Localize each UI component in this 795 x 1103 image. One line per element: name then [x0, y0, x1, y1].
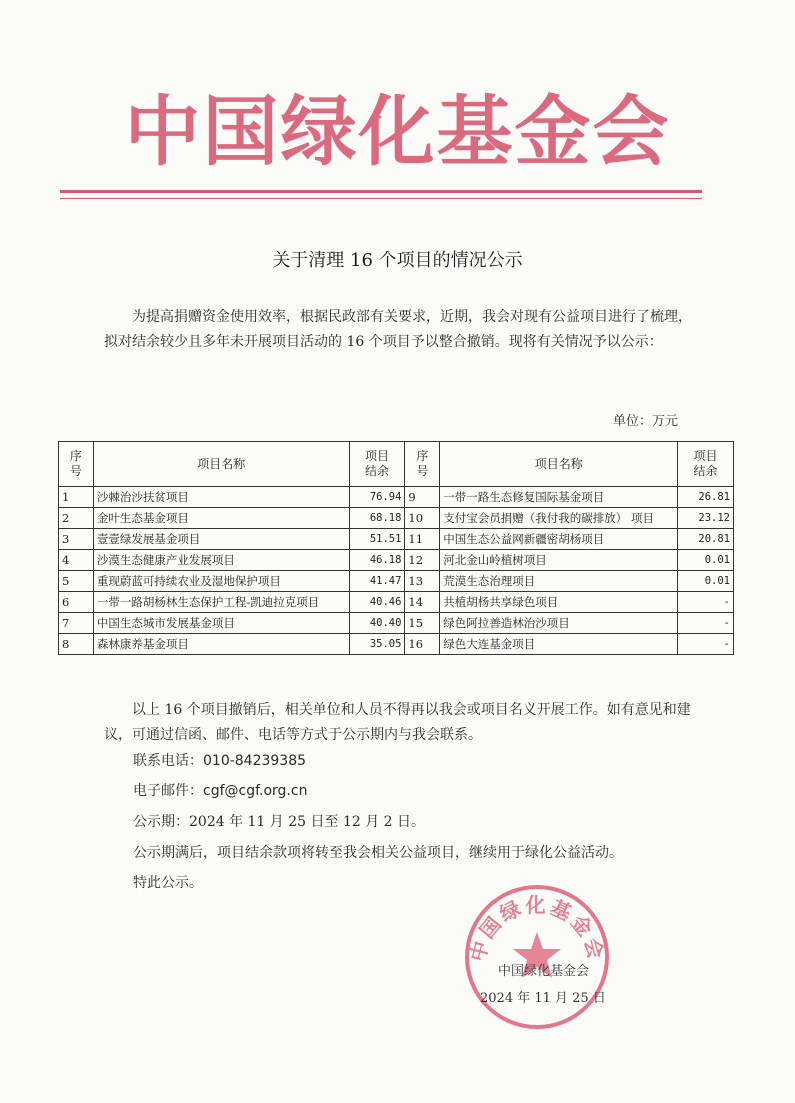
phone-label: 联系电话： — [133, 753, 203, 769]
row-no: 10 — [405, 508, 440, 529]
header-name-left: 项目名称 — [93, 442, 349, 487]
row-balance: 46.18 — [349, 550, 405, 571]
official-seal — [462, 882, 612, 1032]
seal-text: 中国绿化基金会 — [465, 892, 609, 964]
row-no: 9 — [405, 487, 440, 508]
closing-text: 以上 16 个项目撤销后，相关单位和人员不得再以我会或项目名义开展工作。如有意见和建议，可通过信函、邮件、电话等方式于公示期内与我会联系。 — [104, 702, 691, 743]
row-balance: 51.51 — [349, 529, 405, 550]
table-row — [59, 550, 734, 571]
row-no: 3 — [59, 529, 94, 550]
letterhead-rule-thick — [60, 190, 702, 193]
row-name: 绿色大连基金项目 — [440, 634, 678, 655]
table-row — [59, 634, 734, 655]
row-name: 河北金山岭植树项目 — [440, 550, 678, 571]
table-row — [59, 571, 734, 592]
table-row — [59, 592, 734, 613]
row-name: 一带一路生态修复国际基金项目 — [440, 487, 678, 508]
notice-period: 公示期：2024 年 11 月 25 日至 12 月 2 日。 — [133, 814, 426, 830]
project-table — [58, 441, 734, 655]
table-row — [59, 508, 734, 529]
document-title: 关于清理 16 个项目的情况公示 — [272, 250, 523, 271]
row-balance: - — [678, 592, 734, 613]
row-name: 荒漠生态治理项目 — [440, 571, 678, 592]
row-no: 2 — [59, 508, 94, 529]
row-name: 支付宝会员捐赠（我付我的碳排放） 项目 — [440, 508, 678, 529]
row-balance: - — [678, 613, 734, 634]
contact-email — [133, 780, 307, 800]
row-balance: 68.18 — [349, 508, 405, 529]
row-name: 中国生态公益网新疆密胡杨项目 — [440, 529, 678, 550]
row-balance: 41.47 — [349, 571, 405, 592]
signature-org: 中国绿化基金会 — [498, 964, 590, 979]
row-no: 16 — [405, 634, 440, 655]
row-name: 中国生态城市发展基金项目 — [93, 613, 349, 634]
email-value: cgf@cgf.org.cn — [203, 783, 308, 799]
table-row — [59, 487, 734, 508]
unit-label: 单位：万元 — [612, 414, 678, 429]
row-name: 共植胡杨共享绿色项目 — [440, 592, 678, 613]
row-name: 森林康养基金项目 — [93, 634, 349, 655]
row-no: 5 — [59, 571, 94, 592]
row-balance: 20.81 — [678, 529, 734, 550]
row-name: 绿色阿拉善造林治沙项目 — [440, 613, 678, 634]
table-header-row — [59, 442, 734, 487]
row-balance: 76.94 — [349, 487, 405, 508]
row-balance: 40.40 — [349, 613, 405, 634]
intro-paragraph — [104, 305, 704, 355]
row-balance: 40.46 — [349, 592, 405, 613]
row-no: 15 — [405, 613, 440, 634]
row-no: 4 — [59, 550, 94, 571]
header-balance-left: 项目 结余 — [349, 442, 405, 487]
row-balance: 26.81 — [678, 487, 734, 508]
row-no: 1 — [59, 487, 94, 508]
after-period-note: 公示期满后，项目结余款项将转至我会相关公益项目，继续用于绿化公益活动。 — [133, 845, 623, 861]
header-no-right: 序 号 — [405, 442, 440, 487]
row-balance: 35.05 — [349, 634, 405, 655]
row-name: 一带一路胡杨林生态保护工程-凯迪拉克项目 — [93, 592, 349, 613]
row-no: 12 — [405, 550, 440, 571]
contact-phone — [133, 750, 306, 770]
row-no: 7 — [59, 613, 94, 634]
row-name: 沙棘治沙扶贫项目 — [93, 487, 349, 508]
row-name: 沙漠生态健康产业发展项目 — [93, 550, 349, 571]
row-no: 14 — [405, 592, 440, 613]
closing-notice: 特此公示。 — [133, 875, 203, 891]
row-balance: 0.01 — [678, 571, 734, 592]
table-row — [59, 613, 734, 634]
phone-value: 010-84239385 — [203, 753, 307, 769]
row-name: 重现蔚蓝可持续农业及湿地保护项目 — [93, 571, 349, 592]
header-name-right: 项目名称 — [440, 442, 678, 487]
signature-date: 2024 年 11 月 25 日 — [480, 991, 606, 1006]
letterhead-rule-thin — [60, 198, 702, 199]
table-row — [59, 529, 734, 550]
header-balance-right: 项目 结余 — [678, 442, 734, 487]
row-no: 6 — [59, 592, 94, 613]
row-no: 11 — [405, 529, 440, 550]
intro-text: 为提高捐赠资金使用效率，根据民政部有关要求，近期，我会对现有公益项目进行了梳理，拟对结余较少且多年未开展项目活动的 16 个项目予以整合撤销。现将有关情况予以公示： — [104, 309, 692, 350]
row-balance: 0.01 — [678, 550, 734, 571]
letterhead-org-name: 中国绿化基金会 — [124, 87, 671, 176]
closing-paragraph — [104, 698, 704, 748]
row-balance: 23.12 — [678, 508, 734, 529]
row-balance: - — [678, 634, 734, 655]
row-no: 8 — [59, 634, 94, 655]
row-no: 13 — [405, 571, 440, 592]
email-label: 电子邮件： — [133, 783, 203, 799]
row-name: 壹壹绿发展基金项目 — [93, 529, 349, 550]
row-name: 金叶生态基金项目 — [93, 508, 349, 529]
header-no-left: 序 号 — [59, 442, 94, 487]
